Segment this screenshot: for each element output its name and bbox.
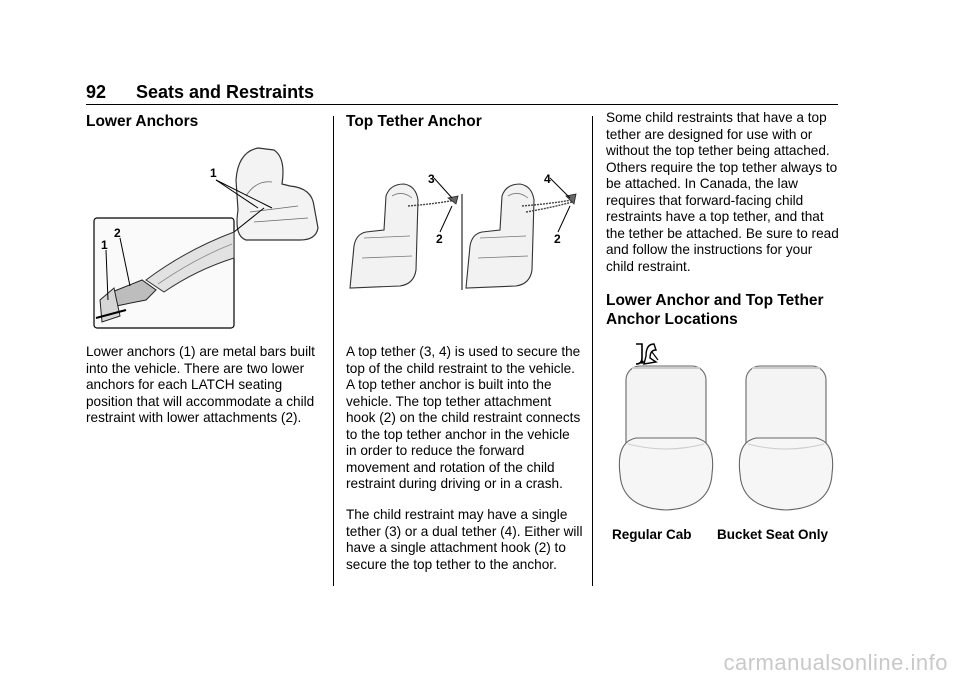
top-tether-requirements-paragraph: Some child restraints that have a top tether are designed for use with or without the top tether being attached. Others require the top tether always to be attached. In Canada, the law requires that forward-facing child restraints have a top tether, and that the tether be attached. Be sure to read and follow the instructions for your child restraint.: [606, 110, 839, 274]
figure-label-2-left: 2: [436, 232, 443, 246]
page-number: 92: [86, 82, 107, 102]
figure-label-4: 4: [544, 172, 551, 186]
bucket-seat: [739, 366, 832, 510]
column-divider-2: [592, 116, 593, 586]
top-tether-anchor-heading: Top Tether Anchor: [346, 113, 482, 130]
figure-label-3: 3: [428, 172, 435, 186]
top-tether-paragraph-1: A top tether (3, 4) is used to secure the top of the child restraint to the vehicle. A top tether anchor is built into the vehicle. The top tether attachment hook (2) on the child restraint connects to the top tether anchor in the vehicle in order to reduce the forward movement and rotation of the child restraint during driving or in a crash.: [346, 344, 581, 491]
lower-anchors-figure: [86, 140, 326, 332]
lower-anchors-illustration: [86, 140, 326, 332]
figure-label-2-right: 2: [554, 232, 561, 246]
lower-anchors-paragraph: Lower anchors (1) are metal bars built into the vehicle. There are two lower anchors for each LATCH seating position that will accommodate a child restraint with lower attachments (2).: [86, 344, 315, 425]
latch-child-seat-icon: [636, 344, 658, 364]
top-tether-paragraph-2: The child restraint may have a single tether (3) or a dual tether (4). Either will have a single attachment hook (2) to secure the top tether to the anchor.: [346, 507, 583, 572]
column-divider-1: [333, 116, 334, 586]
section-title: Seats and Restraints: [136, 82, 315, 102]
bucket-seat-caption: Bucket Seat Only: [717, 527, 829, 542]
header-rule: [86, 104, 838, 105]
figure-label-2: 2: [114, 226, 121, 240]
regular-cab-caption: Regular Cab: [612, 527, 692, 542]
watermark: carmanualsonline.info: [723, 650, 948, 675]
figure-label-1-top: 1: [210, 166, 217, 180]
top-tether-figure: [344, 166, 584, 296]
anchor-locations-heading: Lower Anchor and Top Tether Anchor Locations: [606, 292, 824, 328]
figure-label-1-left: 1: [101, 238, 108, 252]
lower-anchors-heading: Lower Anchors: [86, 113, 199, 130]
seat-locations-illustration: [606, 338, 846, 518]
page-header: [86, 82, 314, 103]
regular-cab-seat: [619, 366, 712, 510]
anchor-locations-figure: [606, 338, 846, 518]
